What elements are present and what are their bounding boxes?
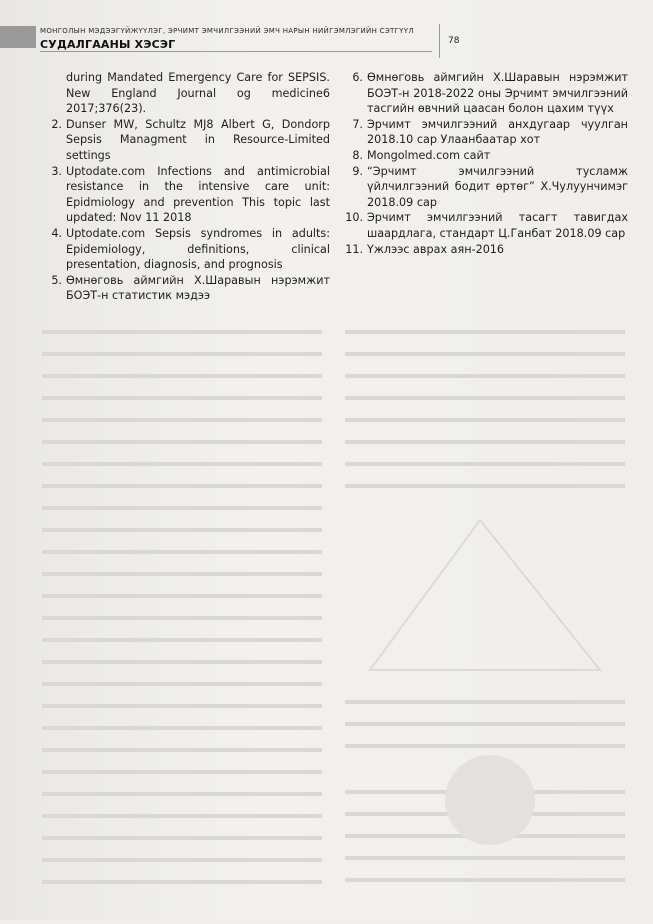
- reference-item: [42, 117, 330, 164]
- reference-text: Mongolmed.com сайт: [367, 148, 491, 162]
- reference-item: [343, 242, 628, 258]
- references-right-column: [343, 70, 628, 257]
- reference-number: 11.: [345, 242, 363, 256]
- reference-item: [343, 148, 628, 164]
- reference-item: [343, 210, 628, 241]
- reference-number: 8.: [352, 148, 363, 162]
- reference-number: 2.: [51, 117, 62, 131]
- reference-number: 4.: [51, 226, 62, 240]
- reference-text: Uptodate.com Sepsis syndromes in adults: Epidemiology, definitions, clinical presentation, diagnosis, and prognosis: [66, 226, 330, 272]
- page-number: 78: [448, 36, 460, 46]
- header-vertical-divider: [439, 24, 440, 58]
- reference-item: [42, 164, 330, 226]
- reference-item: [343, 70, 628, 117]
- reference-item: [42, 226, 330, 273]
- reference-text: Үжлээс аврах аян-2016: [367, 242, 505, 256]
- reference-text: “Эрчимт эмчилгээний тусламж үйлчилгээний бодит өртөг” Х.Чулуунчимэг 2018.09 сар: [367, 164, 628, 209]
- reference-number: 6.: [352, 71, 363, 84]
- reference-text: Dunser MW, Schultz MJ8 Albert G, Dondorp Sepsis Managment in Resource-Limited settings: [66, 117, 330, 162]
- journal-title: МОНГОЛЫН МЭДЭЭГҮЙЖҮҮЛЭГ, ЭРЧИМТ ЭМЧИЛГЭЭНИЙ ЭМЧ НАРЫН НИЙГЭМЛЭГИЙН СЭТГҮҮЛ: [40, 27, 414, 35]
- section-tab-marker: [0, 26, 36, 48]
- references-left-column: [42, 70, 330, 304]
- reference-number: 9.: [352, 164, 363, 178]
- reference-text: Өмнөговь аймгийн Х.Шаравын нэрэмжит БОЭТ-н 2018-2022 оны Эрчимт эмчилгээний тасгийн өвчний цаасан болон цахим түүх: [367, 71, 628, 116]
- reference-1-continuation: during Mandated Emergency Care for SEPSIS. New England Journal og medicine6 2017;376(23).: [66, 71, 330, 116]
- reference-item: [343, 164, 628, 211]
- reference-number: 7.: [352, 117, 363, 131]
- reference-text: Uptodate.com Infections and antimicrobial resistance in the intensive care unit: Epidmiology and prevention This topic last updated: Nov 11 2018: [66, 164, 330, 225]
- section-title: СУДАЛГААНЫ ХЭСЭГ: [40, 38, 176, 51]
- reference-text: Өмнөговь аймгийн Х.Шаравын нэрэмжит БОЭТ-н статистик мэдээ: [66, 273, 330, 303]
- reference-text: Эрчимт эмчилгээний анхдугаар чуулган 2018.10 сар Улаанбаатар хот: [367, 117, 628, 147]
- reference-text: Эрчимт эмчилгээний тасагт тавигдах шаардлага, стандарт Ц.Ганбат 2018.09 сар: [367, 211, 628, 240]
- header-divider: [40, 51, 432, 52]
- reference-item: [343, 117, 628, 148]
- reference-number: 5.: [51, 273, 62, 287]
- reference-item: [42, 273, 330, 304]
- reference-number: 3.: [51, 164, 62, 178]
- reference-number: 10.: [345, 211, 363, 225]
